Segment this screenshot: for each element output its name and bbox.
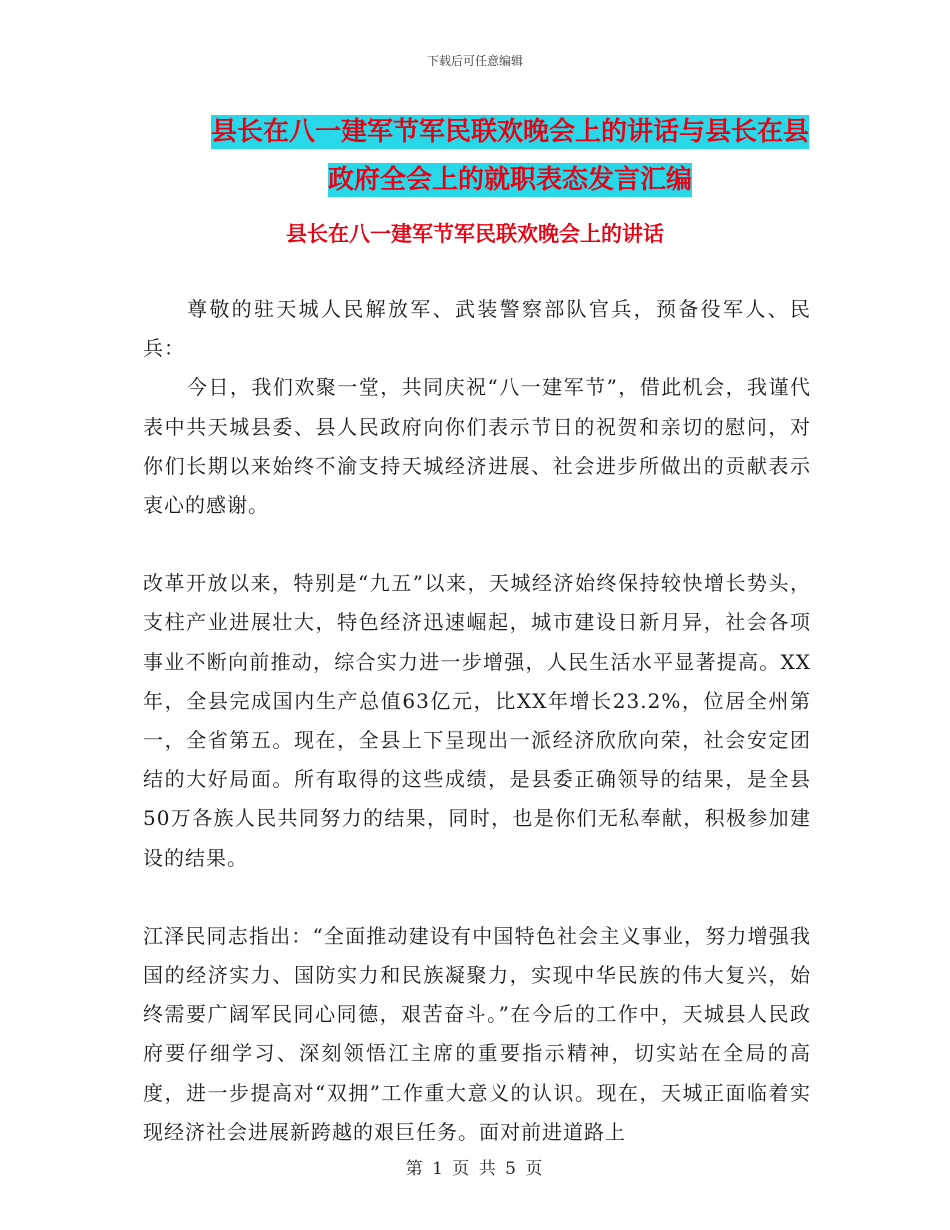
section-title: 县长在八一建军节军民联欢晚会上的讲话 — [286, 222, 664, 246]
document-body — [143, 290, 811, 1152]
document-title-line-2: 政府全会上的就职表态发言汇编 — [327, 165, 692, 195]
document-title-line-1: 县长在八一建军节军民联欢晚会上的讲话与县长在县 — [210, 117, 809, 147]
paragraph-quote: 江泽民同志指出：“全面推动建设有中国特色社会主义事业，努力增强我国的经济实力、国防实力和民族凝聚力，实现中华民族的伟大复兴，始终需要广阔军民同心同德，艰苦奋斗。”在今后的工作中，天城县人民政府要仔细学习、深刻领悟江主席的重要指示精神，切实站在全局的高度，进一步提高对“双拥”工作重大意义的认识。现在，天城正面临着实现经济社会进展新跨越的艰巨任务。面对前进道路上 — [143, 923, 811, 1144]
page-header: 下载后可任意编辑 — [426, 54, 523, 68]
document-title — [150, 108, 870, 204]
paragraph-greeting: 今日，我们欢聚一堂，共同庆祝“八一建军节”，借此机会，我谨代表中共天城县委、县人民政府向你们表示节日的祝贺和亲切的慰问，对你们长期以来始终不渝支持天城经济进展、社会进步所做出的贡献表示衷心的感谢。 — [143, 375, 811, 518]
paragraph-achievements: 改革开放以来，特别是“九五”以来，天城经济始终保持较快增长势头，支柱产业进展壮大，特色经济迅速崛起，城市建设日新月异，社会各项事业不断向前推动，综合实力进一步增强，人民生活水平显著提高。XX年，全县完成国内生产总值63亿元，比XX年增长23.2%，位居全州第一，全省第五。现在，全县上下呈现出一派经济欣欣向荣，社会安定团结的大好局面。所有取得的这些成绩，是县委正确领导的结果，是全县50万各族人民共同努力的结果，同时，也是你们无私奉献，积极参加建设的结果。 — [143, 571, 811, 870]
paragraph-salutation: 尊敬的驻天城人民解放军、武装警察部队官兵，预备役军人、民兵： — [143, 297, 811, 361]
page-number: 第 1 页 共 5 页 — [405, 1159, 545, 1179]
